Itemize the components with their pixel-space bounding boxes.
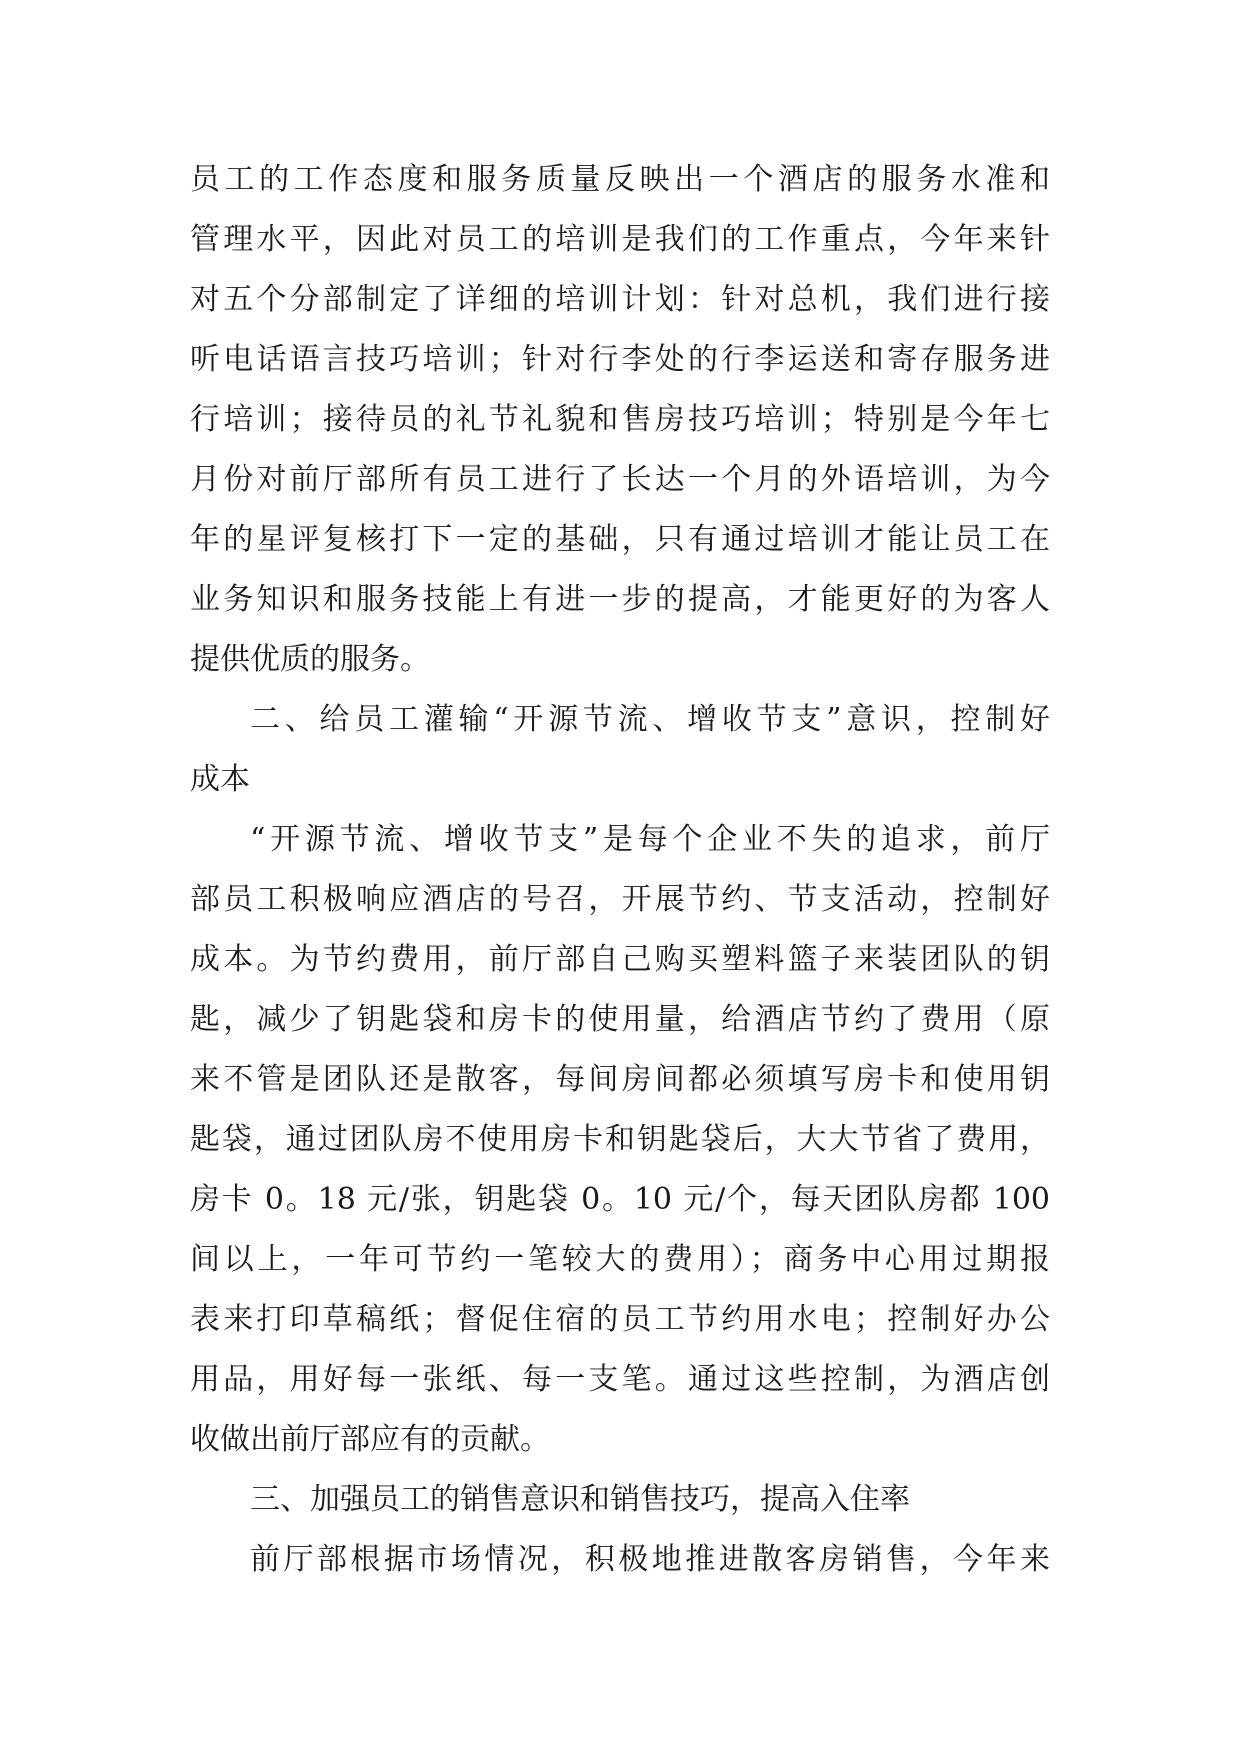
body-text-line: 年的星评复核打下一定的基础，只有通过培训才能让员工在 <box>190 522 1050 557</box>
body-text-line: 成本。为节约费用，前厅部自己购买塑料篮子来装团队的钥 <box>190 942 1050 977</box>
body-text-line: 行培训；接待员的礼节礼貌和售房技巧培训；特别是今年七 <box>190 402 1050 437</box>
body-text-line: 间以上，一年可节约一笔较大的费用）；商务中心用过期报 <box>190 1242 1050 1277</box>
body-text-line: 用品，用好每一张纸、每一支笔。通过这些控制，为酒店创 <box>190 1362 1050 1397</box>
body-text-line: 月份对前厅部所有员工进行了长达一个月的外语培训，为今 <box>190 462 1050 497</box>
body-text-line: 员工的工作态度和服务质量反映出一个酒店的服务水准和 <box>190 162 1050 197</box>
body-text-line: 管理水平，因此对员工的培训是我们的工作重点，今年来针 <box>190 222 1050 257</box>
body-text-line: 对五个分部制定了详细的培训计划：针对总机，我们进行接 <box>190 282 1050 317</box>
section-heading-line: 成本 <box>190 762 250 797</box>
body-text-line: 收做出前厅部应有的贡献。 <box>190 1422 550 1457</box>
body-text-line: 提供优质的服务。 <box>190 642 430 677</box>
body-text-line: “开源节流、增收节支”是每个企业不失的追求，前厅 <box>250 822 1050 857</box>
body-text-line: 来不管是团队还是散客，每间房间都必须填写房卡和使用钥 <box>190 1062 1050 1097</box>
body-text-line: 听电话语言技巧培训；针对行李处的行李运送和寄存服务进 <box>190 342 1050 377</box>
body-text-line: 房卡 0。18 元/张，钥匙袋 0。10 元/个，每天团队房都 100 <box>190 1182 1050 1217</box>
section-heading-line: 二、给员工灌输“开源节流、增收节支”意识，控制好 <box>250 702 1050 737</box>
body-text-line: 业务知识和服务技能上有进一步的提高，才能更好的为客人 <box>190 582 1050 617</box>
section-heading-line: 三、加强员工的销售意识和销售技巧，提高入住率 <box>250 1482 910 1517</box>
body-text-line: 匙，减少了钥匙袋和房卡的使用量，给酒店节约了费用（原 <box>190 1002 1050 1037</box>
body-text-line: 表来打印草稿纸；督促住宿的员工节约用水电；控制好办公 <box>190 1302 1050 1337</box>
body-text-line: 前厅部根据市场情况，积极地推进散客房销售，今年来 <box>250 1542 1050 1577</box>
body-text-line: 部员工积极响应酒店的号召，开展节约、节支活动，控制好 <box>190 882 1050 917</box>
body-text-line: 匙袋，通过团队房不使用房卡和钥匙袋后，大大节省了费用， <box>190 1122 1050 1157</box>
